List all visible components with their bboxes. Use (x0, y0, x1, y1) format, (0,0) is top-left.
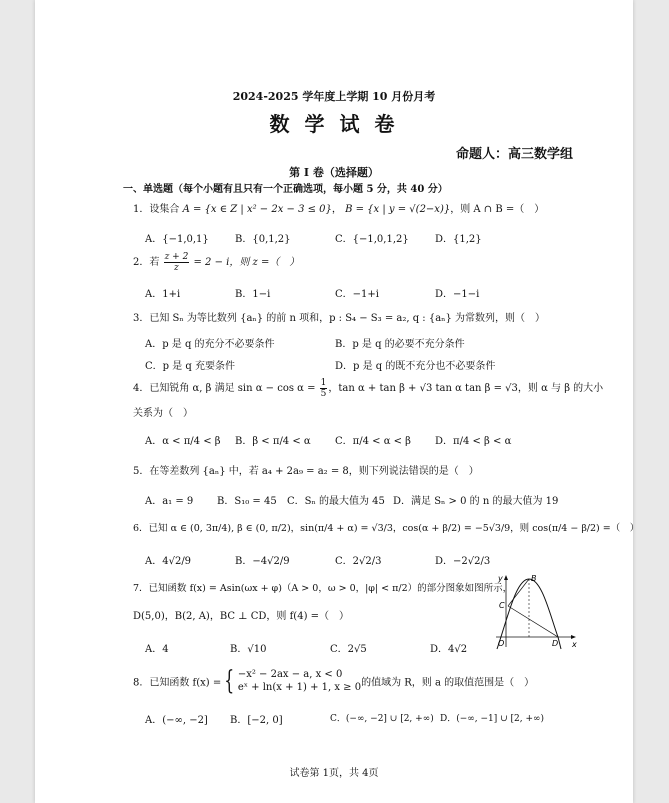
question-1 (133, 200, 544, 215)
q3-option-c: C．p 是 q 充要条件 (145, 361, 235, 372)
q4-option-b: B．β < π/4 < α (235, 436, 311, 447)
q8-text-b: 的值域为 R，则 a 的取值范围是（ ） (361, 677, 535, 689)
q1-num: 1． (133, 204, 150, 215)
q1-set-a: A = {x ∈ Z | x² − 2x − 3 ≤ 0} (182, 204, 332, 215)
part-title: 一、单选题（每个小题有且只有一个正确选项，每小题 5 分，共 40 分） (123, 184, 448, 195)
q8-text-a: 已知函数 f(x) = (149, 677, 222, 689)
q4-option-c: C．π/4 < α < β (335, 436, 411, 447)
label-d: D (552, 639, 559, 648)
q3-num: 3． (133, 313, 150, 324)
question-3 (133, 309, 545, 324)
question-6 (133, 520, 639, 534)
q2-frac-den: z (174, 263, 179, 273)
q3-option-d: D．p 是 q 的既不充分也不必要条件 (335, 361, 496, 372)
q6-option-b: B．−4√2/9 (235, 556, 290, 567)
q1-text-a: 设集合 (149, 204, 180, 215)
segment-bc (508, 579, 529, 606)
q2-option-a: A．1+i (145, 289, 181, 300)
q2-text-b: = 2 − i，则 z =（ ） (193, 257, 300, 268)
q7-sine-figure (488, 573, 578, 651)
q6-option-c: C．2√2/3 (335, 556, 382, 567)
q8-piece-1: −x² − 2ax − a, x < 0 (237, 669, 343, 680)
q5-option-b: B．S₁₀ = 45 (217, 496, 277, 507)
q4-text-b: ，tan α + tan β + √3 tan α tan β = √3，则 α 与 β 的大小 (328, 383, 604, 394)
q4-fraction (320, 378, 328, 399)
segment-cd (508, 606, 558, 637)
label-y: y (498, 574, 503, 583)
q3-option-b: B．p 是 q 的必要不充分条件 (335, 339, 465, 350)
q5-option-d: D．满足 Sₙ > 0 的 n 的最大值为 19 (393, 496, 559, 507)
q2-frac-num: z + 2 (164, 252, 189, 262)
q1-option-a: A．{−1,0,1} (145, 234, 209, 245)
q3-option-a: A．p 是 q 的充分不必要条件 (145, 339, 275, 350)
q1-option-b: B．{0,1,2} (235, 234, 291, 245)
question-5 (133, 462, 479, 477)
q8-option-b: B．[−2, 0] (230, 715, 283, 726)
q6-option-d: D．−2√2/3 (435, 556, 491, 567)
q2-num: 2． (133, 257, 150, 268)
q4-option-a: A．α < π/4 < β (145, 436, 221, 447)
q1-set-b: B = {x | y = √(2−x)} (345, 204, 451, 215)
label-b: B (531, 574, 537, 583)
q8-option-c: C．(−∞, −2] ∪ [2, +∞) (330, 714, 434, 724)
label-x: x (572, 640, 577, 649)
q6-num: 6． (133, 523, 149, 534)
q1-option-d: D．{1,2} (435, 234, 482, 245)
question-4 (133, 378, 603, 399)
q2-fraction (164, 252, 190, 273)
q6-text: 已知 α ∈ (0, 3π/4), β ∈ (0, π/2)，sin(π/4 + α) = √3/3，cos(α + β/2) = −5√3/9，则 cos(π/4 − β/2) =（ ） (148, 523, 640, 534)
q4-num: 4． (133, 383, 150, 394)
q1-sep: ， (331, 204, 342, 215)
label-c: C (499, 601, 505, 610)
q7-line-2: D(5,0)，B(2, A)，BC ⊥ CD，则 f(4) =（ ） (133, 611, 350, 622)
q5-num: 5． (133, 466, 150, 477)
volume-title: 第 I 卷（选择题） (289, 166, 379, 179)
q7-option-d: D．4√2 (430, 644, 468, 655)
q8-brace: { (224, 666, 235, 696)
question-8 (133, 668, 534, 694)
q5-option-c: C．Sₙ 的最大值为 45 (287, 496, 385, 507)
q8-piecewise (238, 668, 361, 694)
q2-option-d: D．−1−i (435, 289, 480, 300)
q4-text-a: 已知锐角 α, β 满足 sin α − cos α = (149, 383, 316, 394)
q4-frac-num: 1 (320, 378, 327, 388)
q7-option-c: C．2√5 (330, 644, 367, 655)
q5-text: 在等差数列 {aₙ} 中，若 a₄ + 2a₉ = a₂ = 8，则下列说法错误的是（ ） (149, 466, 479, 477)
question-2 (133, 252, 299, 273)
q8-option-d: D．(−∞, −1] ∪ [2, +∞) (440, 714, 545, 724)
q7-option-a: A．4 (145, 644, 169, 655)
question-7 (133, 580, 512, 594)
q7-text: 已知函数 f(x) = Asin(ωx + φ)（A > 0，ω > 0，|φ| < π/2）的部分图象如图所示， (148, 583, 513, 594)
y-axis-arrow (504, 575, 508, 580)
label-o: O (498, 639, 505, 648)
q2-option-c: C．−1+i (335, 289, 379, 300)
q1-option-c: C．{−1,0,1,2} (335, 234, 409, 245)
q1-text-b: ，则 A ∩ B =（ ） (450, 204, 545, 215)
q7-num: 7． (133, 583, 149, 594)
subject-title: 数 学 试 卷 (269, 112, 399, 136)
q7-option-b: B．√10 (230, 644, 267, 655)
q8-num: 8． (133, 677, 150, 689)
q3-text: 已知 Sₙ 为等比数列 {aₙ} 的前 n 项和，p : S₄ − S₃ = a₂, q : {aₙ} 为常数列，则（ ） (149, 313, 546, 324)
q2-text-a: 若 (149, 257, 160, 268)
q4-frac-den: 5 (320, 389, 327, 399)
q4-line-2: 关系为（ ） (133, 408, 193, 419)
q4-option-d: D．π/4 < β < α (435, 436, 512, 447)
q5-option-a: A．a₁ = 9 (145, 496, 194, 507)
q6-option-a: A．4√2/9 (145, 556, 192, 567)
x-axis-arrow (571, 635, 576, 639)
q8-piece-2: eˣ + ln(x + 1) + 1, x ≥ 0 (237, 682, 362, 693)
q2-option-b: B．1−i (235, 289, 271, 300)
page-footer: 试卷第 1页，共 4页 (289, 768, 379, 779)
exam-term: 2024-2025 学年度上学期 10 月份月考 (232, 90, 436, 103)
author-line: 命题人：高三数学组 (455, 147, 573, 162)
q8-option-a: A．(−∞, −2] (145, 715, 208, 726)
exam-page (35, 0, 640, 803)
